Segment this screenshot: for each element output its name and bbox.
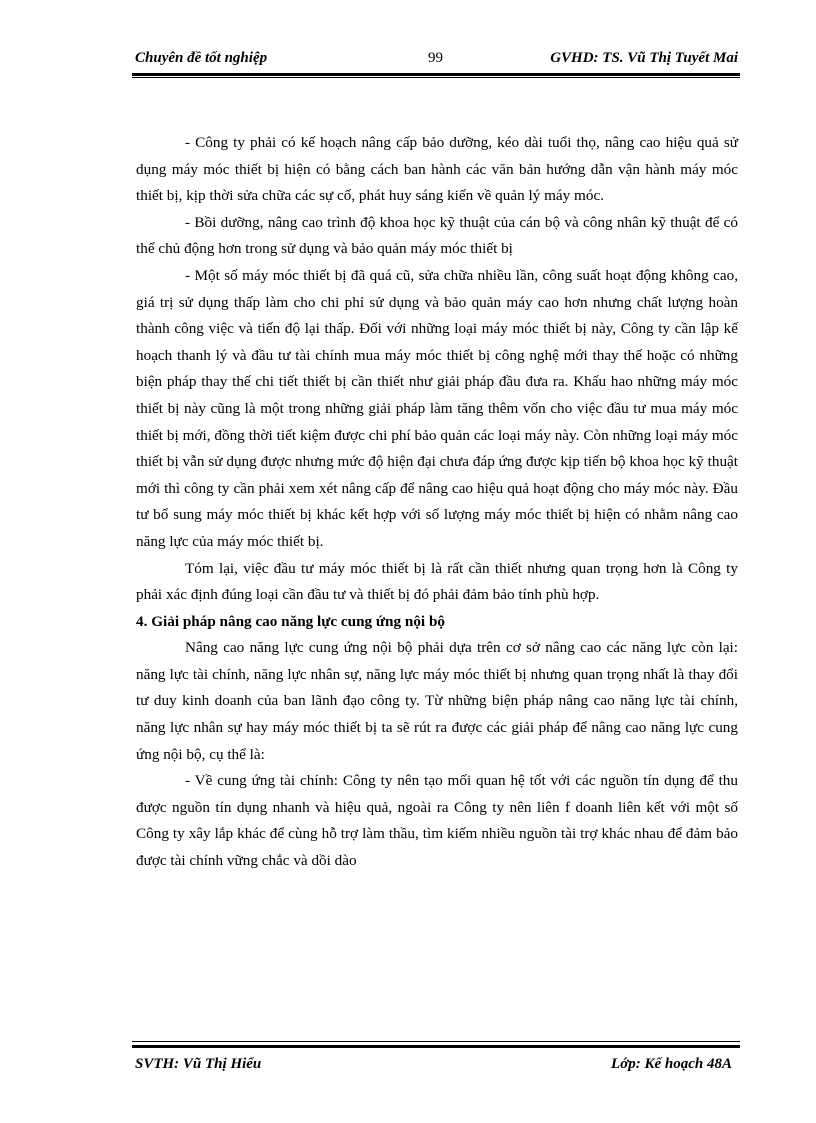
paragraph: - Công ty phải có kế hoạch nâng cấp bảo dưỡng, kéo dài tuổi thọ, nâng cao hiệu quả sử dụng máy móc thiết bị hiện có bằng cách ban hành các văn bản hướng dẫn vận hành máy móc thiết bị, kịp thời sửa chữa các sự cố, phát huy sáng kiến về quản lý máy móc. xyxy=(136,134,738,205)
page-header xyxy=(132,48,740,74)
header-title: Chuyên đề tốt nghiệp xyxy=(135,50,268,66)
paragraph: - Về cung ứng tài chính: Công ty nên tạo mối quan hệ tốt với các nguồn tín dụng để thu được nguồn tín dụng nhanh và hiệu quả, ngoài ra Công ty nên liên f doanh liên kết với một số Công ty xây lắp khác để cùng hỗ trợ làm thầu, tìm kiếm nhiều nguồn tài trợ khác nhau để đảm bảo được tài chính vững chắc và dồi dào xyxy=(136,772,738,870)
footer-class: Lớp: Kế hoạch 48A xyxy=(611,1056,732,1072)
paragraph: Tóm lại, việc đầu tư máy móc thiết bị là rất cần thiết nhưng quan trọng hơn là Công ty phải xác định đúng loại cần đầu tư và thiết bị đó phải đảm bảo tính phù hợp. xyxy=(136,559,738,604)
page-number: 99 xyxy=(428,50,443,66)
footer-rule-thin xyxy=(132,1041,740,1042)
footer-student: SVTH: Vũ Thị Hiểu xyxy=(135,1056,262,1072)
section-heading: 4. Giải pháp nâng cao năng lực cung ứng nội bộ xyxy=(136,612,445,630)
paragraph: Nâng cao năng lực cung ứng nội bộ phải dựa trên cơ sở nâng cao các năng lực còn lại: năng lực tài chính, năng lực nhân sự, năng lực máy móc thiết bị nhưng quan trọng nhất là thay đổi tư duy kinh doanh của ban lãnh đạo công ty. Từ những biện pháp nâng cao năng lực tài chính, năng lực nhân sự hay máy móc thiết bị ta sẽ rút ra được các giải pháp để nâng cao năng lực cung ứng nội bộ, cụ thể là: xyxy=(136,639,738,763)
header-rule-thick xyxy=(132,73,740,76)
footer-rule-thick xyxy=(132,1045,740,1048)
page-footer xyxy=(132,1056,740,1080)
header-supervisor: GVHD: TS. Vũ Thị Tuyết Mai xyxy=(550,50,738,66)
paragraph: - Bồi dưỡng, nâng cao trình độ khoa học kỹ thuật của cán bộ và công nhân kỹ thuật để có thể chủ động hơn trong sử dụng và bảo quản máy móc thiết bị xyxy=(136,213,738,258)
header-rule-thin xyxy=(132,77,740,78)
document-body xyxy=(136,130,738,875)
paragraph: - Một số máy móc thiết bị đã quá cũ, sửa chữa nhiều lần, công suất hoạt động không cao, giá trị sử dụng thấp làm cho chi phỉ sử dụng và bảo quản máy cao hơn nhưng chất lượng hoàn thành công việc và tiến độ lại thấp. Đối với những loại máy móc thiết bị này, Công ty cần lập kế hoạch thanh lý và đầu tư tài chính mua máy móc thiết bị công nghệ mới thay thế hoặc có những biện pháp thay thế chi tiết thiết bị cần thiết như giải pháp đầu đưa ra. Khấu hao những máy móc thiết bị này cũng là một trong những giải pháp làm tăng thêm vốn cho việc đầu tư mua máy móc thiết bị mới, đồng thời tiết kiệm được chi phí bảo quản các loại máy này. Còn những loại máy móc thiết bị vẫn sử dụng được nhưng mức độ hiện đại chưa đáp ứng được kịp tiến bộ khoa học kỹ thuật mới thì công ty cần phải xem xét nâng cấp để nâng cao hiệu quả hoạt động cho máy móc này. Đầu tư bổ sung máy móc thiết bị khác kết hợp với số lượng máy móc thiết bị hiện có nhằm nâng cao năng lực của máy móc thiết bị. xyxy=(136,266,738,550)
